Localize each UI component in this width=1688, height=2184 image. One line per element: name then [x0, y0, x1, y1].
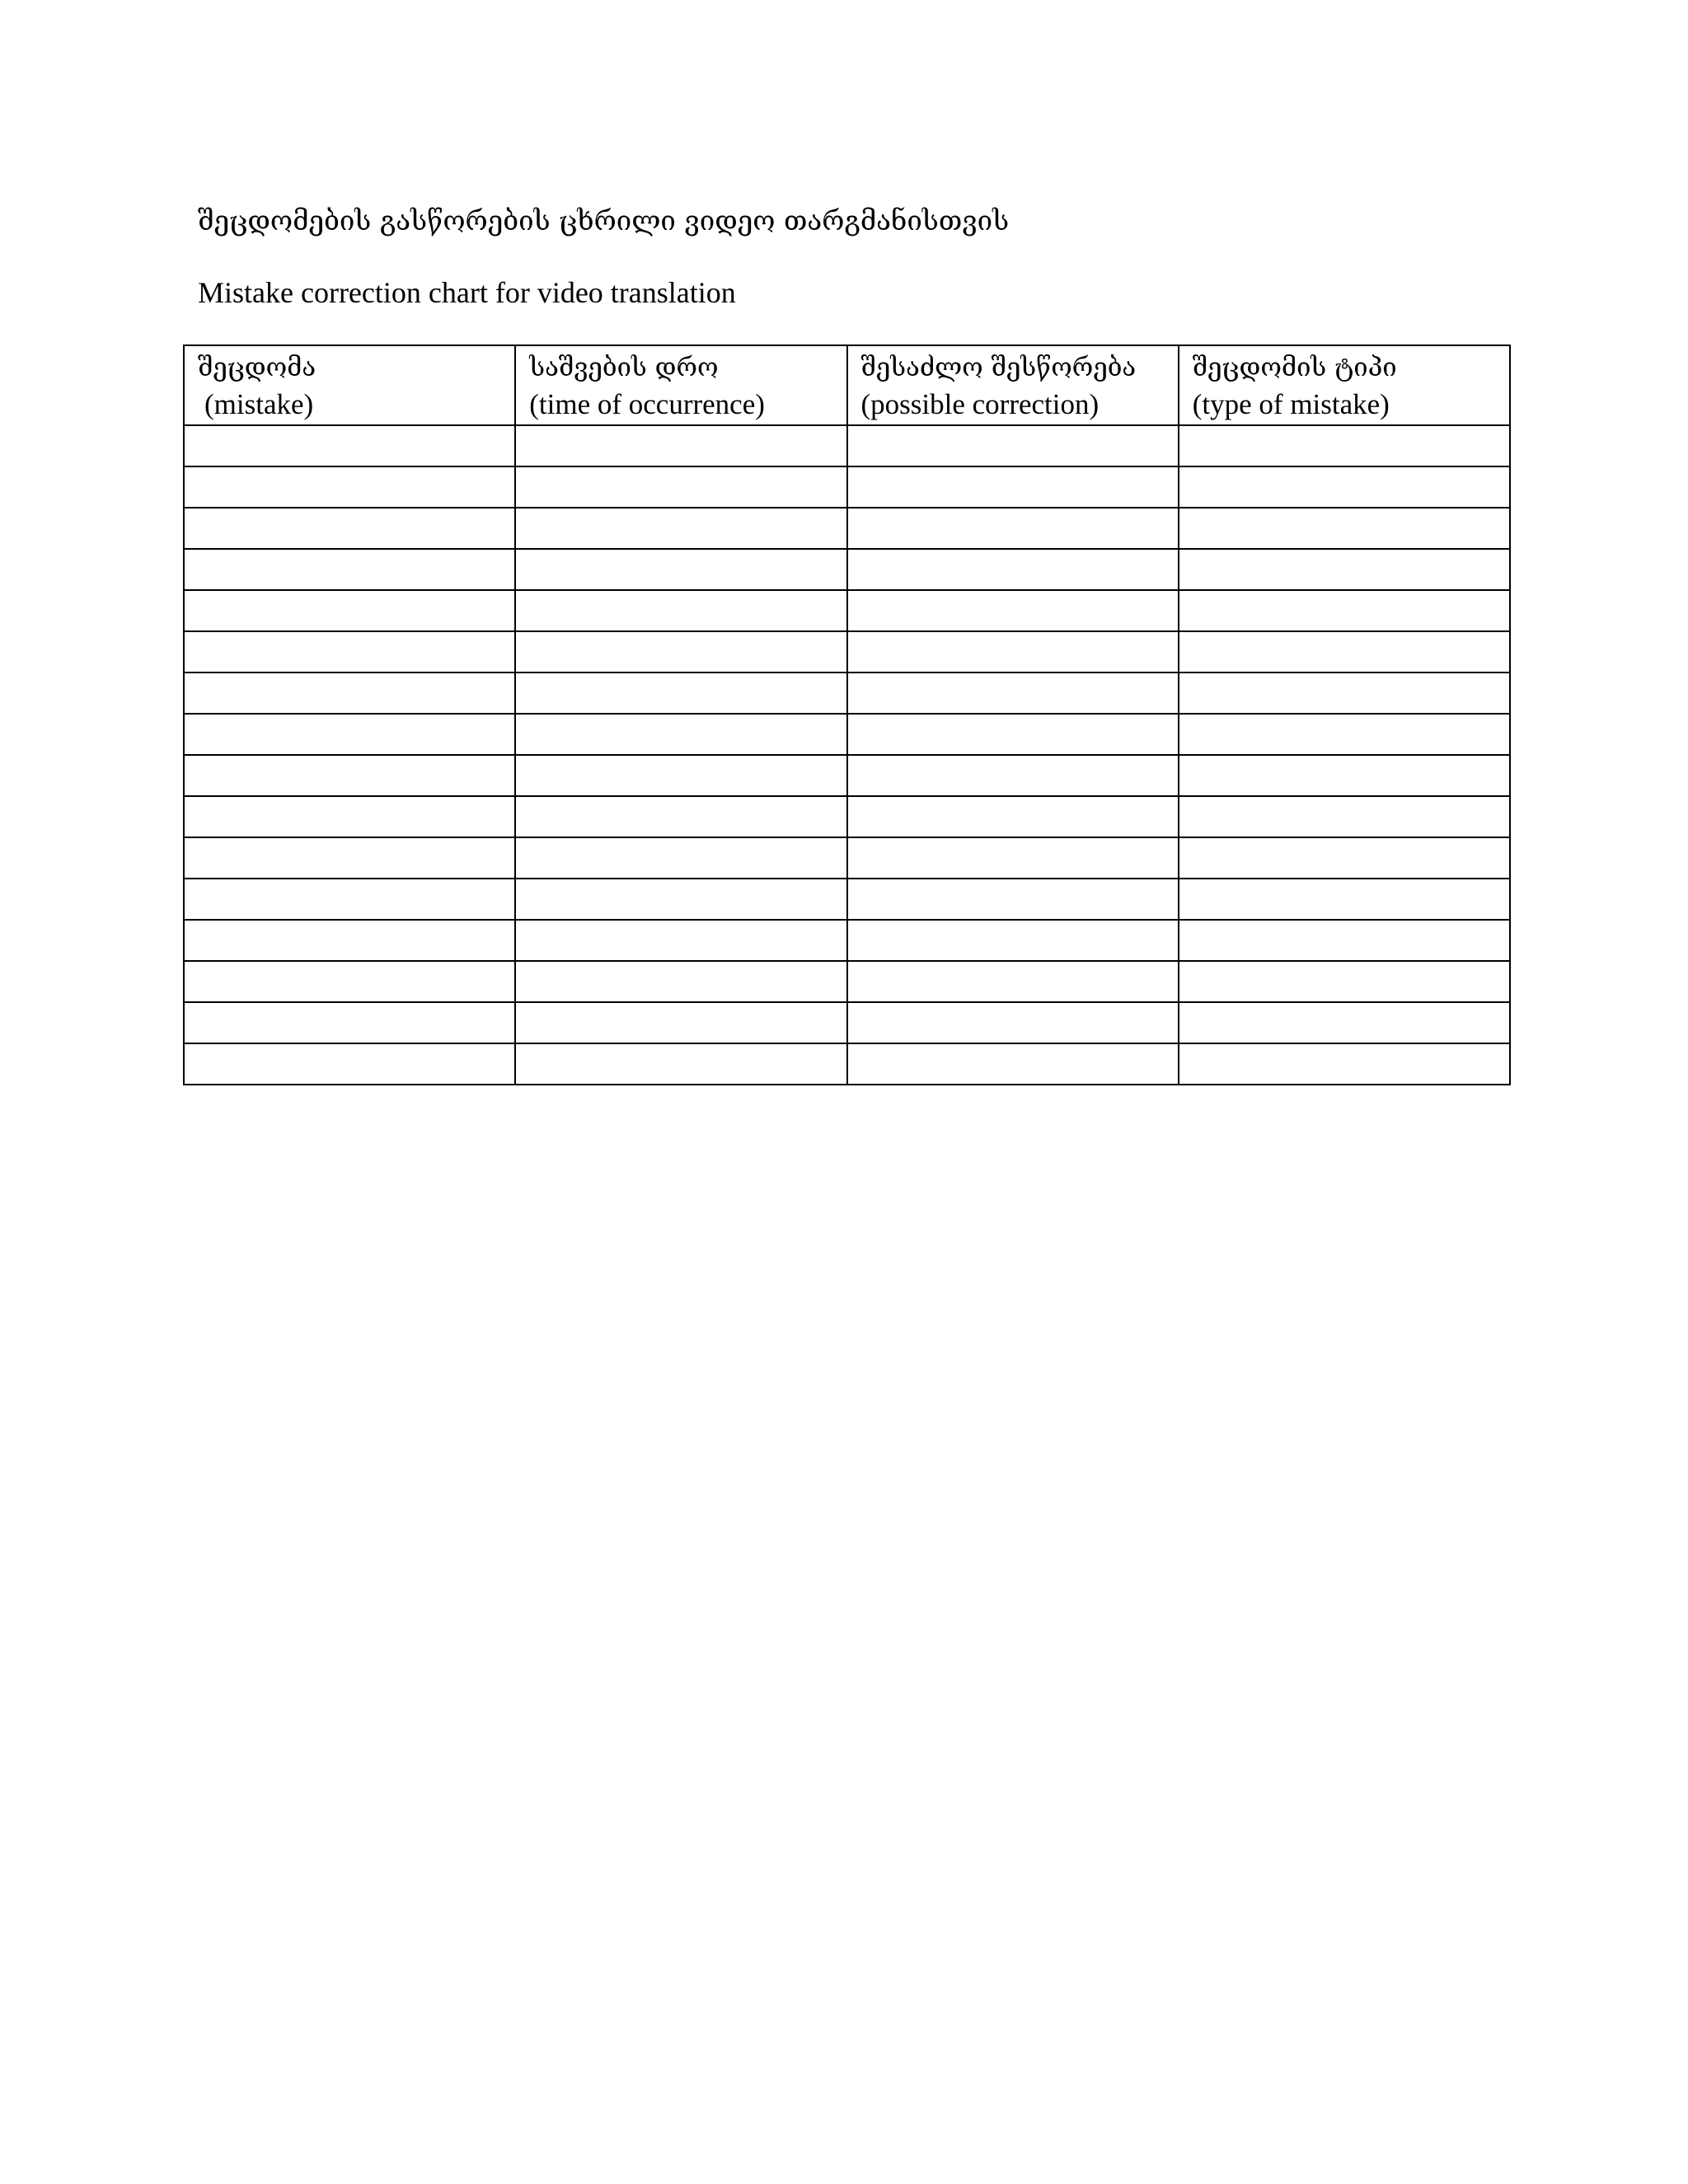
table-row — [184, 755, 1510, 796]
table-cell[interactable] — [1179, 1043, 1510, 1085]
table-cell[interactable] — [515, 879, 846, 920]
table-row — [184, 631, 1510, 673]
table-cell[interactable] — [1179, 714, 1510, 755]
table-cell[interactable] — [184, 673, 515, 714]
table-cell[interactable] — [184, 879, 515, 920]
header-label-english: (type of mistake) — [1192, 388, 1390, 420]
table-cell[interactable] — [184, 796, 515, 837]
table-cell[interactable] — [184, 631, 515, 673]
table-cell[interactable] — [184, 755, 515, 796]
table-cell[interactable] — [515, 837, 846, 879]
table-cell[interactable] — [847, 961, 1179, 1002]
table-row — [184, 920, 1510, 961]
table-row — [184, 1043, 1510, 1085]
table-cell[interactable] — [1179, 673, 1510, 714]
table-cell[interactable] — [1179, 631, 1510, 673]
document-title-english: Mistake correction chart for video translation — [198, 276, 736, 309]
table-cell[interactable] — [515, 549, 846, 590]
table-cell[interactable] — [847, 879, 1179, 920]
table-body — [184, 425, 1510, 1085]
document-title-georgian: შეცდომების გასწორების ცხრილი ვიდეო თარგმანისთვის — [198, 204, 1010, 237]
header-cell-mistake — [184, 345, 515, 425]
header-label-georgian: შეცდომის ტიპი — [1192, 353, 1397, 382]
table-cell[interactable] — [184, 549, 515, 590]
table-cell[interactable] — [1179, 508, 1510, 549]
table-row — [184, 1002, 1510, 1043]
table-header-row — [184, 345, 1510, 425]
table-cell[interactable] — [184, 1043, 515, 1085]
table-cell[interactable] — [847, 631, 1179, 673]
header-cell-possible-correction — [847, 345, 1179, 425]
table-cell[interactable] — [1179, 466, 1510, 508]
table-cell[interactable] — [1179, 920, 1510, 961]
table-cell[interactable] — [515, 425, 846, 466]
table-row — [184, 673, 1510, 714]
table-cell[interactable] — [847, 755, 1179, 796]
table-cell[interactable] — [184, 837, 515, 879]
header-label-georgian: შეცდომა — [198, 353, 316, 382]
table-cell[interactable] — [847, 1002, 1179, 1043]
header-label-georgian: შესაძლო შესწორება — [860, 353, 1137, 382]
table-cell[interactable] — [515, 590, 846, 631]
table-cell[interactable] — [184, 590, 515, 631]
table-cell[interactable] — [515, 1043, 846, 1085]
table-cell[interactable] — [1179, 755, 1510, 796]
table-cell[interactable] — [184, 920, 515, 961]
table-cell[interactable] — [515, 673, 846, 714]
table-row — [184, 466, 1510, 508]
header-label-english: (time of occurrence) — [529, 388, 765, 420]
table-cell[interactable] — [847, 1043, 1179, 1085]
table-cell[interactable] — [1179, 879, 1510, 920]
header-label-english: (mistake) — [204, 388, 314, 420]
table-cell[interactable] — [847, 714, 1179, 755]
table-row — [184, 961, 1510, 1002]
header-label-georgian: საშვების დრო — [529, 353, 719, 382]
table-cell[interactable] — [1179, 837, 1510, 879]
table-row — [184, 549, 1510, 590]
table-row — [184, 714, 1510, 755]
table-cell[interactable] — [1179, 1002, 1510, 1043]
table-cell[interactable] — [184, 714, 515, 755]
table-cell[interactable] — [1179, 590, 1510, 631]
table-cell[interactable] — [1179, 796, 1510, 837]
table-cell[interactable] — [1179, 425, 1510, 466]
table-cell[interactable] — [847, 920, 1179, 961]
table-cell[interactable] — [847, 549, 1179, 590]
table-cell[interactable] — [515, 1002, 846, 1043]
table-row — [184, 590, 1510, 631]
table-row — [184, 837, 1510, 879]
header-cell-time-of-occurrence — [515, 345, 846, 425]
table-cell[interactable] — [184, 466, 515, 508]
table-cell[interactable] — [847, 673, 1179, 714]
table-cell[interactable] — [847, 425, 1179, 466]
table-cell[interactable] — [1179, 549, 1510, 590]
table-row — [184, 425, 1510, 466]
table-cell[interactable] — [515, 508, 846, 549]
table-row — [184, 879, 1510, 920]
table-cell[interactable] — [847, 466, 1179, 508]
table-cell[interactable] — [515, 631, 846, 673]
table-cell[interactable] — [184, 508, 515, 549]
header-cell-type-of-mistake — [1179, 345, 1510, 425]
table-cell[interactable] — [515, 961, 846, 1002]
table-cell[interactable] — [184, 961, 515, 1002]
table-cell[interactable] — [847, 508, 1179, 549]
mistake-correction-table — [183, 344, 1511, 1085]
table-cell[interactable] — [515, 714, 846, 755]
table-cell[interactable] — [515, 920, 846, 961]
table-cell[interactable] — [847, 796, 1179, 837]
table-row — [184, 508, 1510, 549]
table-cell[interactable] — [184, 425, 515, 466]
table-cell[interactable] — [515, 755, 846, 796]
table-cell[interactable] — [515, 796, 846, 837]
table-cell[interactable] — [847, 590, 1179, 631]
table-row — [184, 796, 1510, 837]
header-label-english: (possible correction) — [860, 388, 1100, 420]
table-cell[interactable] — [184, 1002, 515, 1043]
table-cell[interactable] — [847, 837, 1179, 879]
table-cell[interactable] — [515, 466, 846, 508]
table-cell[interactable] — [1179, 961, 1510, 1002]
